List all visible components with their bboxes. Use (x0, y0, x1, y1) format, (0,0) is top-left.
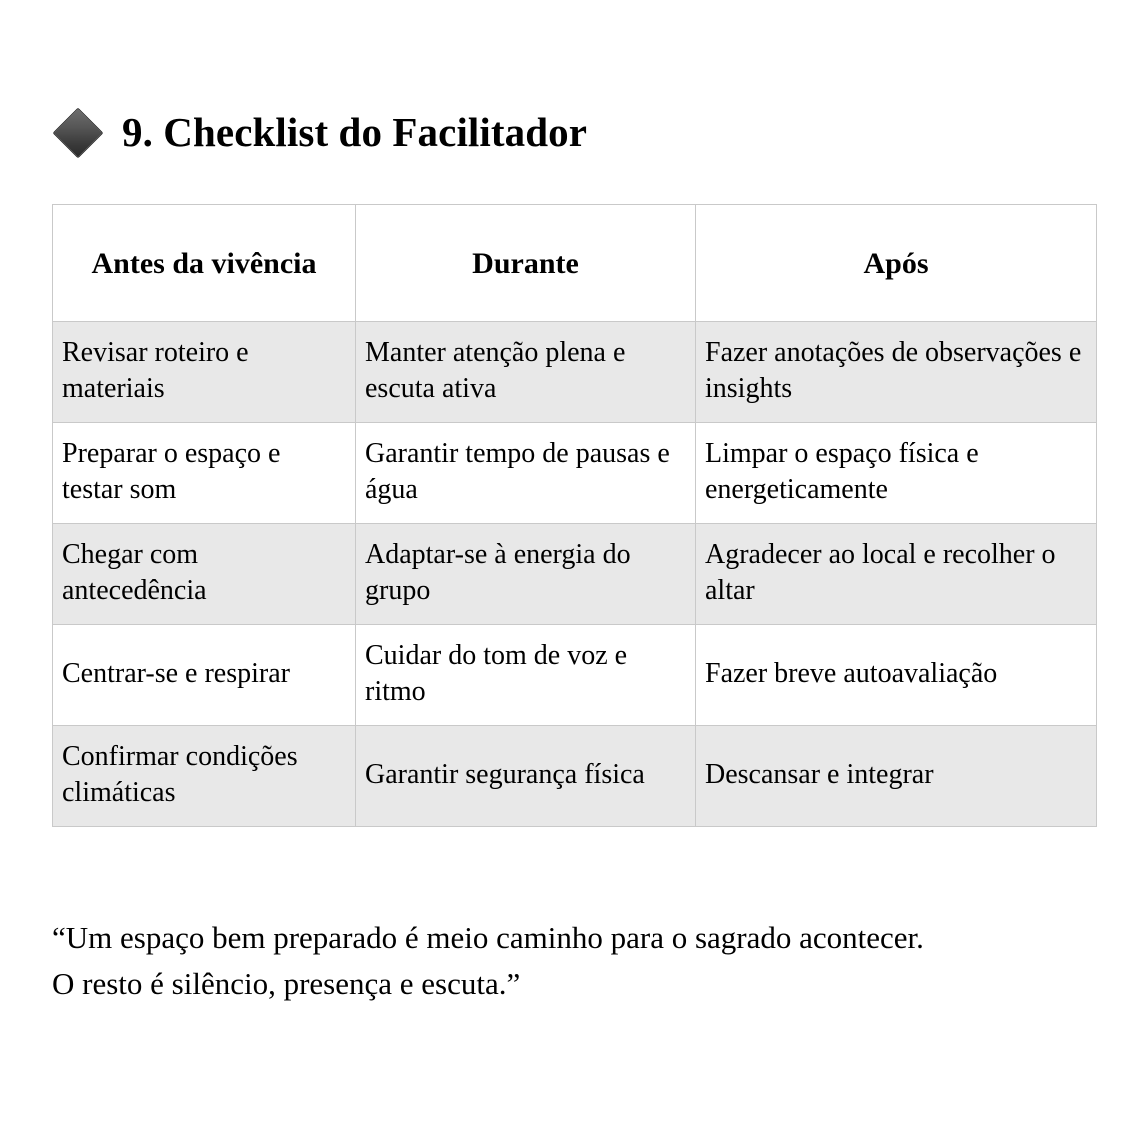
table-cell: Garantir segurança física (356, 726, 696, 827)
diamond-shape (53, 108, 104, 159)
closing-quote (52, 915, 1096, 1007)
section-heading (52, 84, 587, 182)
table-cell: Fazer breve autoavaliação (696, 625, 1097, 726)
table-cell: Confirmar condições climáticas (53, 726, 356, 827)
table-cell: Chegar com antecedência (53, 524, 356, 625)
table-cell: Fazer anotações de observações e insights (696, 322, 1097, 423)
table-row (53, 726, 1097, 827)
table-row (53, 423, 1097, 524)
table-row (53, 524, 1097, 625)
column-header-durante: Durante (356, 205, 696, 322)
table-row (53, 625, 1097, 726)
table-cell: Limpar o espaço física e energeticamente (696, 423, 1097, 524)
diamond-bullet-icon (52, 107, 104, 159)
table-header-row (53, 205, 1097, 322)
column-header-antes: Antes da vivência (53, 205, 356, 322)
table-cell: Descansar e integrar (696, 726, 1097, 827)
quote-line-1: “Um espaço bem preparado é meio caminho para o sagrado acontecer. (52, 920, 924, 955)
column-header-apos: Após (696, 205, 1097, 322)
table-row (53, 322, 1097, 423)
checklist-table (52, 204, 1097, 827)
page-title: 9. Checklist do Facilitador (122, 109, 588, 156)
table-cell: Revisar roteiro e materiais (53, 322, 356, 423)
table-cell: Preparar o espaço e testar som (53, 423, 356, 524)
table-header (53, 205, 1097, 322)
quote-line-2: O resto é silêncio, presença e escuta.” (52, 965, 521, 1001)
table-cell: Cuidar do tom de voz e ritmo (356, 625, 696, 726)
table-cell: Agradecer ao local e recolher o altar (696, 524, 1097, 625)
table-cell: Centrar-se e respirar (53, 625, 356, 726)
table-cell: Garantir tempo de pausas e água (356, 423, 696, 524)
table-body (53, 322, 1097, 827)
table-cell: Manter atenção plena e escuta ativa (356, 322, 696, 423)
table-cell: Adaptar-se à energia do grupo (356, 524, 696, 625)
